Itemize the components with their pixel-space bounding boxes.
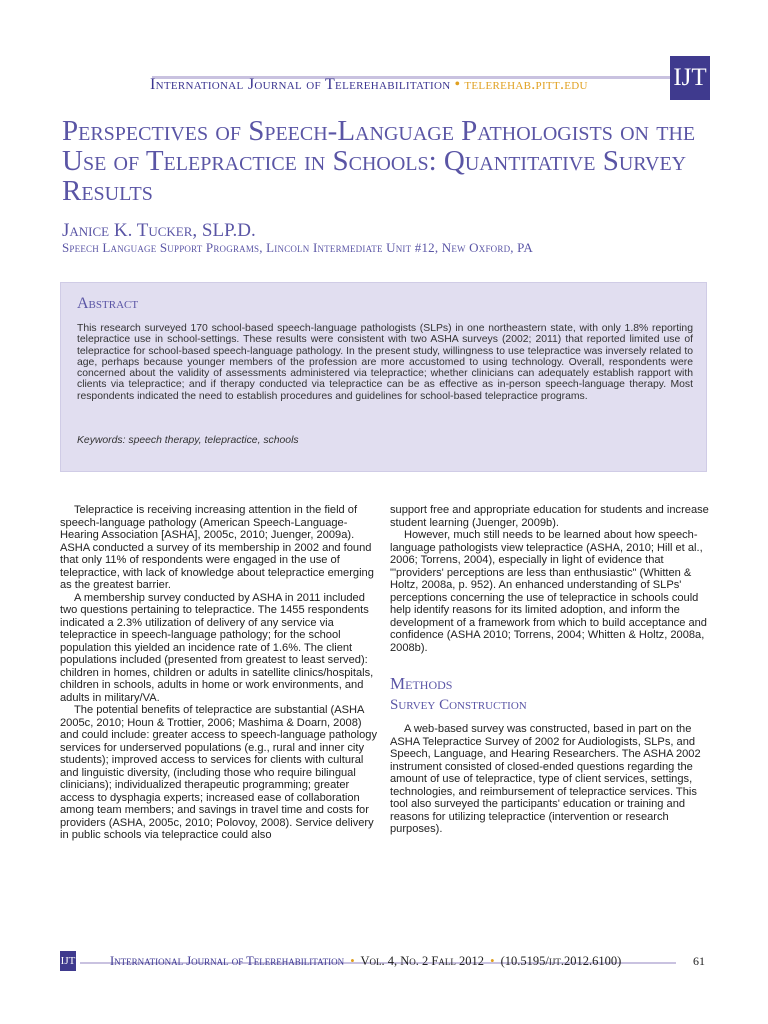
abstract-text: This research surveyed 170 school-based speech-language pathologists (SLPs) in one northeastern state, with only 1.8% reporting telepractice use in school-settings. These results were consistent with two ASHA surveys (2002; 2011) that reported limited use of telepractice for school-based speech-language pathology. In the present study, willingness to use telepractice was inversely related to age, perhaps because younger members of the profession are more accustomed to using technology. Overall, respondents were concerned about the validity of assessments administered via telepractice; whether clinicians can adequately establish rapport with clients via telepractice; and if therapy conducted via telepractice can be as effective as in-person speech-language therapy. Most respondents indicated the need to establish procedures and guidelines for school-based telepractice programs. — [77, 323, 693, 402]
footer-doi: (10.5195/ijt.2012.6100) — [500, 954, 622, 968]
header-separator: • — [454, 76, 461, 93]
abstract-box — [60, 282, 707, 472]
page-number: 61 — [693, 954, 705, 968]
footer-journal-title: International Journal of Telerehabilitation — [110, 954, 345, 968]
footer-separator: • — [490, 954, 495, 968]
survey-construction-heading: Survey Construction — [390, 696, 527, 713]
body-paragraph: support free and appropriate education for students and increase student learning (Juenger, 2009b). — [390, 504, 709, 529]
footer-separator: • — [350, 954, 355, 968]
body-paragraph: However, much still needs to be learned about how speech-language pathologists view telepractice (ASHA, 2010; Hill et al., 2006; Torrens, 2004), especially in light of evidence that "'providers' perceptions are less than enthusiastic" (Whitten & Holtz, 2008a, p. 952). An enhanced understanding of SLPs' perceptions concerning the use of telepractice in schools could help identify reasons for its limited adoption, and inform the development of a framework from which to build acceptance and confidence (ASHA 2010; Torrens, 2004; Whitten & Holtz, 2008a, 2008b). — [390, 529, 707, 654]
body-paragraph: The potential benefits of telepractice are substantial (ASHA 2005c, 2010; Houn & Trottier, 2006; Mashima & Doarn, 2008) and could include: greater access to speech-language pathology services for underserved populations (e.g., rural and inner city students); improved access to services for clients with cultural and linguistic diversity, (including those who require bilingual clinicians); individualized therapeutic programming; greater access to dysphagia experts; increased ease of collaboration among team members; and savings in travel time and costs for providers (ASHA, 2005c, 2010; Polovoy, 2008). Service delivery in public schools via telepractice could also — [60, 704, 378, 841]
methods-heading: Methods — [390, 674, 453, 693]
header-journal-title: International Journal of Telerehabilitation — [150, 76, 451, 93]
footer-volume: Vol. 4, No. 2 Fall 2012 — [360, 954, 484, 968]
author-affiliation: Speech Language Support Programs, Lincoln Intermediate Unit #12, New Oxford, PA — [62, 240, 533, 255]
article-author: Janice K. Tucker, SLP.D. — [62, 220, 256, 241]
header-url-link[interactable]: telerehab.pitt.edu — [464, 76, 588, 93]
header-journal-line — [150, 76, 588, 94]
footer-logo: IJT — [60, 951, 76, 971]
article-title: Perspectives of Speech-Language Pathologists on the Use of Telepractice in Schools: Quantitative Survey Results — [62, 115, 696, 207]
abstract-heading: Abstract — [77, 295, 139, 312]
body-column-left — [60, 504, 378, 842]
body-column-right — [390, 504, 710, 836]
body-paragraph: A web-based survey was constructed, based in part on the ASHA Telepractice Survey of 2002 for Audiologists, SLPs, and Speech, Language, and Hearing Researchers. The ASHA 2002 instrument consisted of closed-ended questions regarding the amount of use of telepractice, type of client services, settings, technologies, and reimbursement of telepractice services. This tool also surveyed the participants' education or training and reasons for utilizing telepractice (intervention or research purposes). — [390, 723, 701, 835]
body-paragraph: Telepractice is receiving increasing attention in the field of speech-language pathology (American Speech-Language-Hearing Association [ASHA], 2005c, 2010; Juenger, 2009a). ASHA conducted a survey of its membership in 2002 and found that only 11% of respondents were engaged in the use of telepractice, with lack of knowledge about telepractice emerging as the greatest barrier. — [60, 504, 374, 591]
journal-logo: IJT — [670, 56, 710, 100]
body-paragraph: A membership survey conducted by ASHA in 2011 included two questions pertaining to telepractice. The 1455 respondents indicated a 2.3% utilization of delivery of any service via telepractice in speech-language pathology; for the school population this yielded an incidence rate of 1.6%. The client populations included (presented from greatest to least served): children in homes, children or adults in satellite clinics/hospitals, children in schools, adults in home or work environments, and adults in military/VA. — [60, 591, 374, 704]
abstract-keywords: Keywords: speech therapy, telepractice, schools — [77, 435, 299, 446]
footer-journal-line — [110, 954, 621, 969]
